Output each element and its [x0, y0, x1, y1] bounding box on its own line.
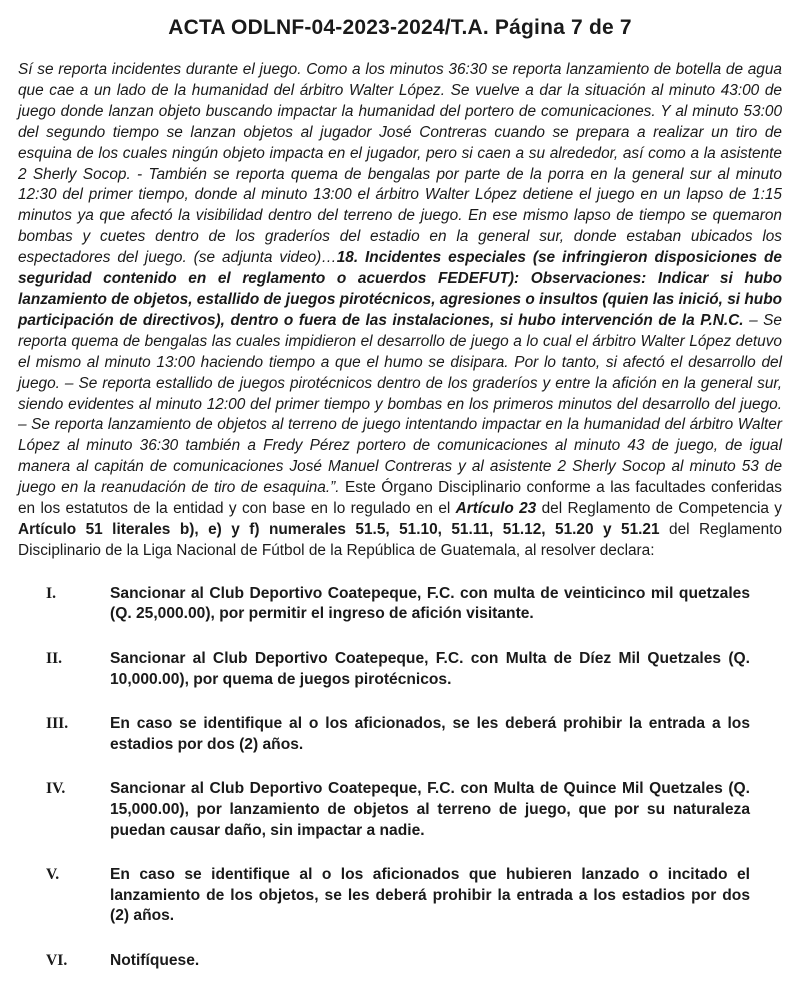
page-header-title: ACTA ODLNF-04-2023-2024/T.A. Página 7 de 7 — [168, 16, 632, 39]
resolution-item — [18, 951, 782, 972]
resolution-text: En caso se identifique al o los aficionados que hubieren lanzado o incitado el lanzamiento de los objetos, se les deberá prohibir la entrada a los estadios por dos (2) años. — [110, 866, 750, 925]
resolution-item — [18, 714, 782, 755]
body-paragraph — [18, 60, 782, 562]
resolution-text: En caso se identifique al o los aficionados, se les deberá prohibir la entrada a los estadios por dos (2) años. — [110, 715, 750, 753]
resolution-number: I. — [46, 584, 56, 602]
resolution-number: IV. — [46, 780, 66, 798]
resolution-text: Sancionar al Club Deportivo Coatepeque, F.C. con Multa de Quince Mil Quetzales (Q. 15,000.00), por lanzamiento de objetos al terreno de juego, que por su naturaleza puedan causar daño, sin impactar a nadie. — [110, 780, 750, 839]
declaration-text-1: Este Órgano Disciplinario conforme a las facultades conferidas en los estatutos de la entidad y con base en lo regulado en el — [18, 479, 782, 518]
resolutions-list — [18, 584, 782, 972]
resolution-number: III. — [46, 715, 69, 733]
resolution-text: Notifíquese. — [110, 951, 200, 969]
resolution-text: Sancionar al Club Deportivo Coatepeque, F.C. con multa de veinticinco mil quetzales (Q. 25,000.00), por permitir el ingreso de afición visitante. — [110, 584, 750, 623]
special-incidents-heading: 18. Incidentes especiales (se infringieron disposiciones de seguridad contenido en el reglamento o acuerdos FEDEFUT): Observaciones: Indicar si hubo lanzamiento de objetos, estallido de juegos pirotécnicos, agresiones o insultos (quien las inició, si hubo participación de directivos), dentro o fuera de las instalaciones, si hubo intervención de la P.N.C. — [18, 249, 782, 329]
resolution-number: VI. — [46, 951, 68, 969]
declaration-text-2: del Reglamento de Competencia y — [536, 500, 782, 518]
resolution-number: II. — [46, 649, 63, 667]
article-23-ref: Artículo 23 — [455, 500, 537, 518]
resolution-number: V. — [46, 866, 60, 884]
resolution-item — [18, 584, 782, 625]
resolution-item — [18, 649, 782, 690]
article-51-ref: Artículo 51 literales b), e) y f) numerales 51.5, 51.10, 51.11, 51.12, 51.20 y 51.21 — [18, 520, 660, 538]
special-incidents-observations: – Se reporta quema de bengalas las cuales impidieron el desarrollo de juego a lo cual el árbitro Walter López detuvo el mismo al minuto 13:00 haciendo tiempo a que el humo se disipara. Por lo tanto, si afectó el desarrollo del juego. – Se reporta estallido de juegos pirotécnicos dentro de los graderíos y entre la afición en la general sur, siendo evidentes al minuto 12:00 del primer tiempo y bombas en los primeros minutos del desarrollo del juego. – Se reporta lanzamiento de objetos al terreno de juego intentando impactar en la humanidad del árbitro Walter López al minuto 36:30 también a Fredy Pérez portero de comunicaciones al minuto 43 de juego, de igual manera al capitán de comunicaciones José Manuel Contreras y al asistente 2 Sherly Socop al minuto 53 de juego en la reanudación de tiro de esaquina.”. — [18, 311, 782, 497]
declaration-text-3: del Reglamento Disciplinario de la Liga Nacional de Fútbol de la República de Guatemala, al resolver declara: — [18, 520, 782, 559]
resolution-item — [18, 865, 782, 927]
incident-report-text: Sí se reporta incidentes durante el juego. Como a los minutos 36:30 se reporta lanzamiento de botella de agua que cae a un lado de la humanidad del árbitro Walter López. Se vuelve a dar la situación al minuto 43:00 de juego donde lanzan objeto buscando impactar la humanidad del portero de comunicaciones. Y al minuto 53:00 del segundo tiempo se lanzan objetos al jugador José Contreras cuando se prepara a realizar un tiro de esquina de los cuales ningún objeto impacta en el jugador, pero si caen a su alrededor, así como a la asistente 2 Sherly Socop. - También se reporta quema de bengalas por parte de la porra en la general sur al minuto 12:30 del primer tiempo, donde al minuto 13:00 el árbitro Walter López detiene el juego en un lapso de 1:15 minutos ya que afectó la visibilidad dentro del terreno de juego. En ese mismo lapso de tiempo se quemaron bombas y cuetes dentro de los graderíos del estadio en la general sur, donde estaban ubicados los espectadores del juego. (se adjunta video)… — [18, 61, 782, 267]
resolution-text: Sancionar al Club Deportivo Coatepeque, F.C. con Multa de Díez Mil Quetzales (Q. 10,000.00), por quema de juegos pirotécnicos. — [110, 649, 750, 688]
resolution-item — [18, 779, 782, 841]
